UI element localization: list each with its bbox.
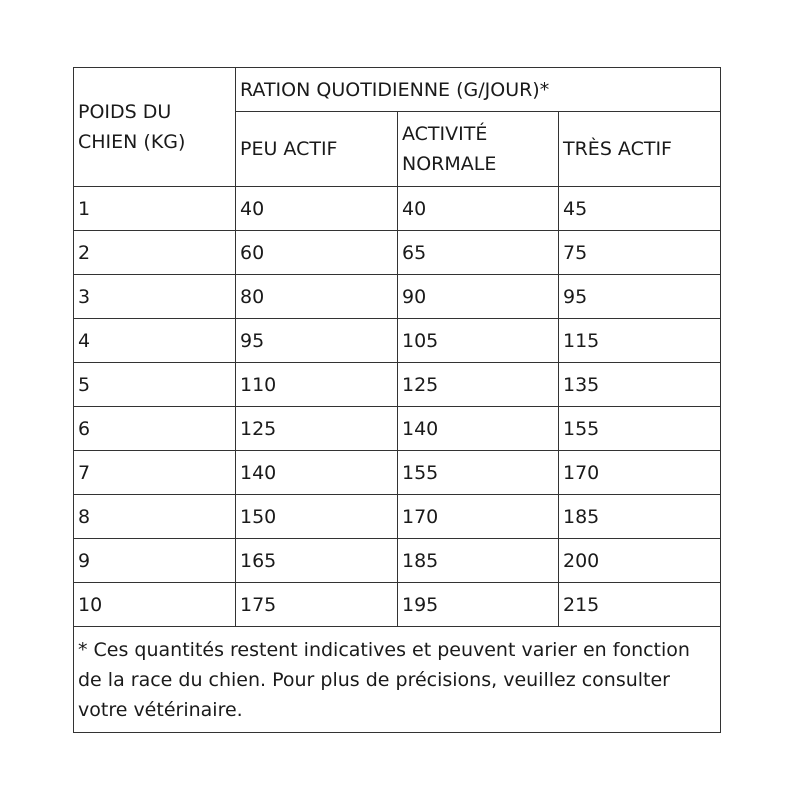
ration-normal-cell: 155 bbox=[398, 451, 559, 495]
weight-cell: 9 bbox=[74, 539, 236, 583]
activity-header-normal: ACTIVITÉ NORMALE bbox=[398, 112, 559, 187]
ration-high-cell: 95 bbox=[559, 275, 721, 319]
weight-cell: 5 bbox=[74, 363, 236, 407]
ration-table bbox=[73, 67, 721, 733]
ration-low-cell: 60 bbox=[236, 231, 398, 275]
table-row bbox=[74, 319, 721, 363]
ration-normal-cell: 140 bbox=[398, 407, 559, 451]
weight-cell: 7 bbox=[74, 451, 236, 495]
table-row bbox=[74, 231, 721, 275]
ration-low-cell: 95 bbox=[236, 319, 398, 363]
ration-high-cell: 185 bbox=[559, 495, 721, 539]
ration-table-body bbox=[74, 68, 721, 733]
ration-normal-cell: 105 bbox=[398, 319, 559, 363]
ration-high-cell: 45 bbox=[559, 187, 721, 231]
activity-header-high: TRÈS ACTIF bbox=[559, 112, 721, 187]
ration-high-cell: 155 bbox=[559, 407, 721, 451]
ration-group-header: RATION QUOTIDIENNE (G/JOUR)* bbox=[236, 68, 721, 112]
weight-cell: 4 bbox=[74, 319, 236, 363]
table-row bbox=[74, 539, 721, 583]
ration-low-cell: 125 bbox=[236, 407, 398, 451]
ration-low-cell: 150 bbox=[236, 495, 398, 539]
ration-low-cell: 40 bbox=[236, 187, 398, 231]
weight-cell: 2 bbox=[74, 231, 236, 275]
ration-low-cell: 165 bbox=[236, 539, 398, 583]
ration-normal-cell: 40 bbox=[398, 187, 559, 231]
table-row bbox=[74, 275, 721, 319]
weight-cell: 6 bbox=[74, 407, 236, 451]
weight-cell: 10 bbox=[74, 583, 236, 627]
table-row bbox=[74, 407, 721, 451]
ration-normal-cell: 185 bbox=[398, 539, 559, 583]
ration-high-cell: 135 bbox=[559, 363, 721, 407]
ration-low-cell: 80 bbox=[236, 275, 398, 319]
weight-cell: 3 bbox=[74, 275, 236, 319]
ration-low-cell: 110 bbox=[236, 363, 398, 407]
table-row bbox=[74, 583, 721, 627]
ration-low-cell: 175 bbox=[236, 583, 398, 627]
table-row bbox=[74, 495, 721, 539]
ration-normal-cell: 195 bbox=[398, 583, 559, 627]
footnote: * Ces quantités restent indicatives et peuvent varier en fonction de la race du chien. Pour plus de précisions, veuillez consulter votre vétérinaire. bbox=[74, 627, 721, 733]
footnote-row bbox=[74, 627, 721, 733]
ration-normal-cell: 90 bbox=[398, 275, 559, 319]
ration-high-cell: 115 bbox=[559, 319, 721, 363]
table-row bbox=[74, 187, 721, 231]
weight-cell: 8 bbox=[74, 495, 236, 539]
header-row-group bbox=[74, 68, 721, 112]
activity-header-low: PEU ACTIF bbox=[236, 112, 398, 187]
ration-high-cell: 215 bbox=[559, 583, 721, 627]
ration-high-cell: 170 bbox=[559, 451, 721, 495]
weight-cell: 1 bbox=[74, 187, 236, 231]
ration-high-cell: 200 bbox=[559, 539, 721, 583]
table-row bbox=[74, 363, 721, 407]
ration-normal-cell: 170 bbox=[398, 495, 559, 539]
ration-normal-cell: 125 bbox=[398, 363, 559, 407]
table-row bbox=[74, 451, 721, 495]
ration-low-cell: 140 bbox=[236, 451, 398, 495]
ration-high-cell: 75 bbox=[559, 231, 721, 275]
weight-column-header: POIDS DU CHIEN (KG) bbox=[74, 68, 236, 187]
ration-normal-cell: 65 bbox=[398, 231, 559, 275]
